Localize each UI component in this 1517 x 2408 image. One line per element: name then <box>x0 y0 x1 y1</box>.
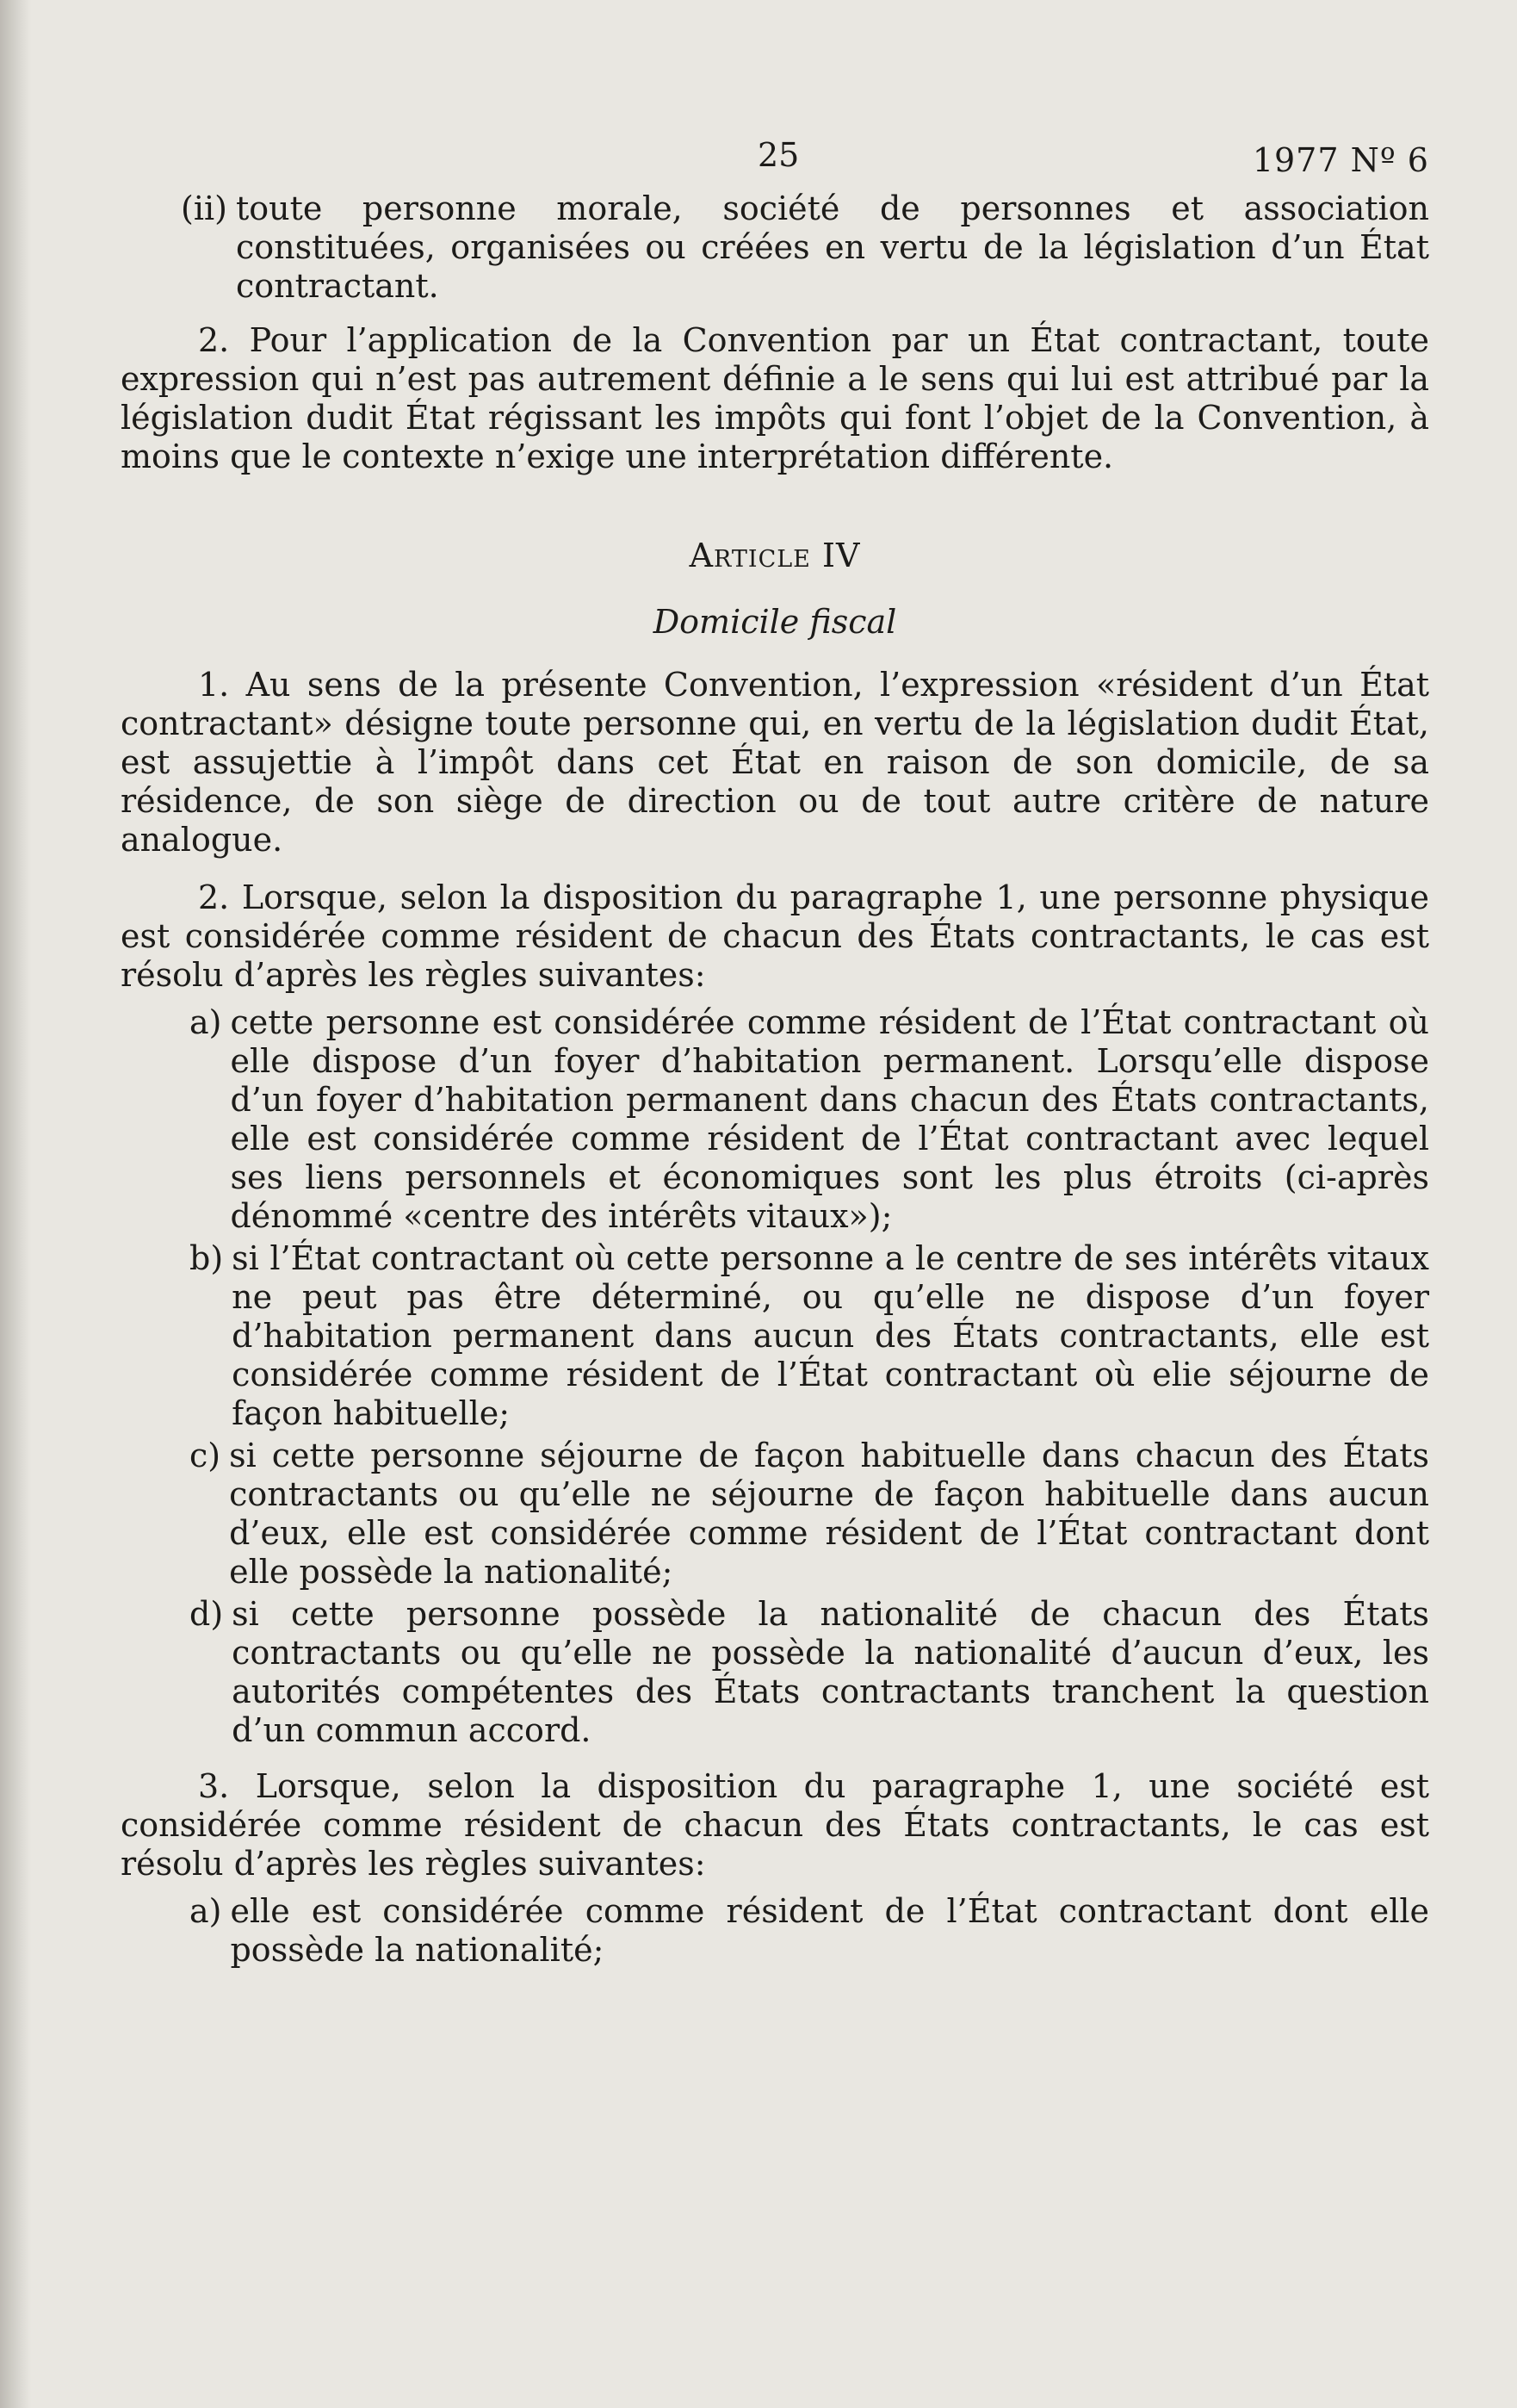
page-number: 25 <box>758 136 800 174</box>
rule-item-d <box>189 1595 1429 1750</box>
item-label: b) <box>189 1239 224 1277</box>
paragraph-2: 2. Pour l’application de la Convention par un État contractant, toute expression qui n’est pas autrement définie a le sens qui lui est attribué par la législation dudit État régissant les impôts qui font l’objet de la Convention, à moins que le contexte n’exige une interprétation différente. <box>121 321 1429 475</box>
document-reference: 1977 Nº 6 <box>1252 141 1429 179</box>
definition-item-ii <box>121 189 1429 306</box>
paragraph-2-rules <box>121 1003 1429 1750</box>
item-text: si cette personne séjourne de façon habituelle dans chacun des États contractants ou qu’elle ne séjourne de façon habituelle dans aucun d’eux, elle est considérée comme résident de l’État contractant dont elle possède la nationalité; <box>229 1437 1429 1591</box>
rule-item-b <box>189 1239 1429 1433</box>
rule-item-a <box>189 1003 1429 1236</box>
item-label: a) <box>189 1003 222 1041</box>
item-label: (ii) <box>181 189 227 227</box>
article-subtitle: Domicile fiscal <box>653 603 897 641</box>
page-header <box>121 129 1429 189</box>
item-label: c) <box>189 1437 221 1474</box>
item-label: d) <box>189 1595 224 1633</box>
item-text: si l’État contractant où cette personne a le centre de ses intérêts vitaux ne peut pas être déterminé, ou qu’elle ne dispose d’un foyer d’habitation permanent dans aucun des États contractants, elle est considérée comme résident de l’État contractant où elie séjourne de façon habituelle; <box>232 1239 1429 1432</box>
item-text: si cette personne possède la nationalité de chacun des États contractants ou qu’elle ne possède la nationalité d’aucun d’eux, les autorités compétentes des États contractants tranchent la question d’un commun accord. <box>232 1595 1429 1749</box>
rule-item-a <box>189 1892 1429 1970</box>
document-page <box>121 129 1429 1970</box>
article-heading: Article IV <box>689 537 861 574</box>
binding-edge <box>0 0 31 2408</box>
article-paragraph-2: 2. Lorsque, selon la disposition du paragraphe 1, une personne physique est considérée comme résident de chacun des États contractants, le cas est résolu d’après les règles suivantes: <box>121 878 1429 994</box>
item-text: cette personne est considérée comme résident de l’État contractant où elle dispose d’un foyer d’habitation permanent. Lorsqu’elle dispose d’un foyer d’habitation permanent dans chacun des États contractants, elle est considérée comme résident de l’État contractant avec lequel ses liens personnels et économiques sont les plus étroits (ci-après dénommé «centre des intérêts vitaux»); <box>230 1003 1429 1235</box>
article-paragraph-1: 1. Au sens de la présente Convention, l’expression «résident d’un État contractant» désigne toute personne qui, en vertu de la législation dudit État, est assujettie à l’impôt dans cet État en raison de son domicile, de sa résidence, de son siège de direction ou de tout autre critère de nature analogue. <box>121 666 1429 859</box>
paragraph-3-rules <box>121 1892 1429 1970</box>
rule-item-c <box>189 1437 1429 1592</box>
item-text: elle est considérée comme résident de l’État contractant dont elle possède la nationalité; <box>230 1892 1429 1969</box>
item-text: toute personne morale, société de personnes et association constituées, organisées ou créées en vertu de la législation d’un État contractant. <box>235 189 1429 305</box>
article-paragraph-3: 3. Lorsque, selon la disposition du paragraphe 1, une société est considérée comme résident de chacun des États contractants, le cas est résolu d’après les règles suivantes: <box>121 1767 1429 1883</box>
item-label: a) <box>189 1892 222 1930</box>
